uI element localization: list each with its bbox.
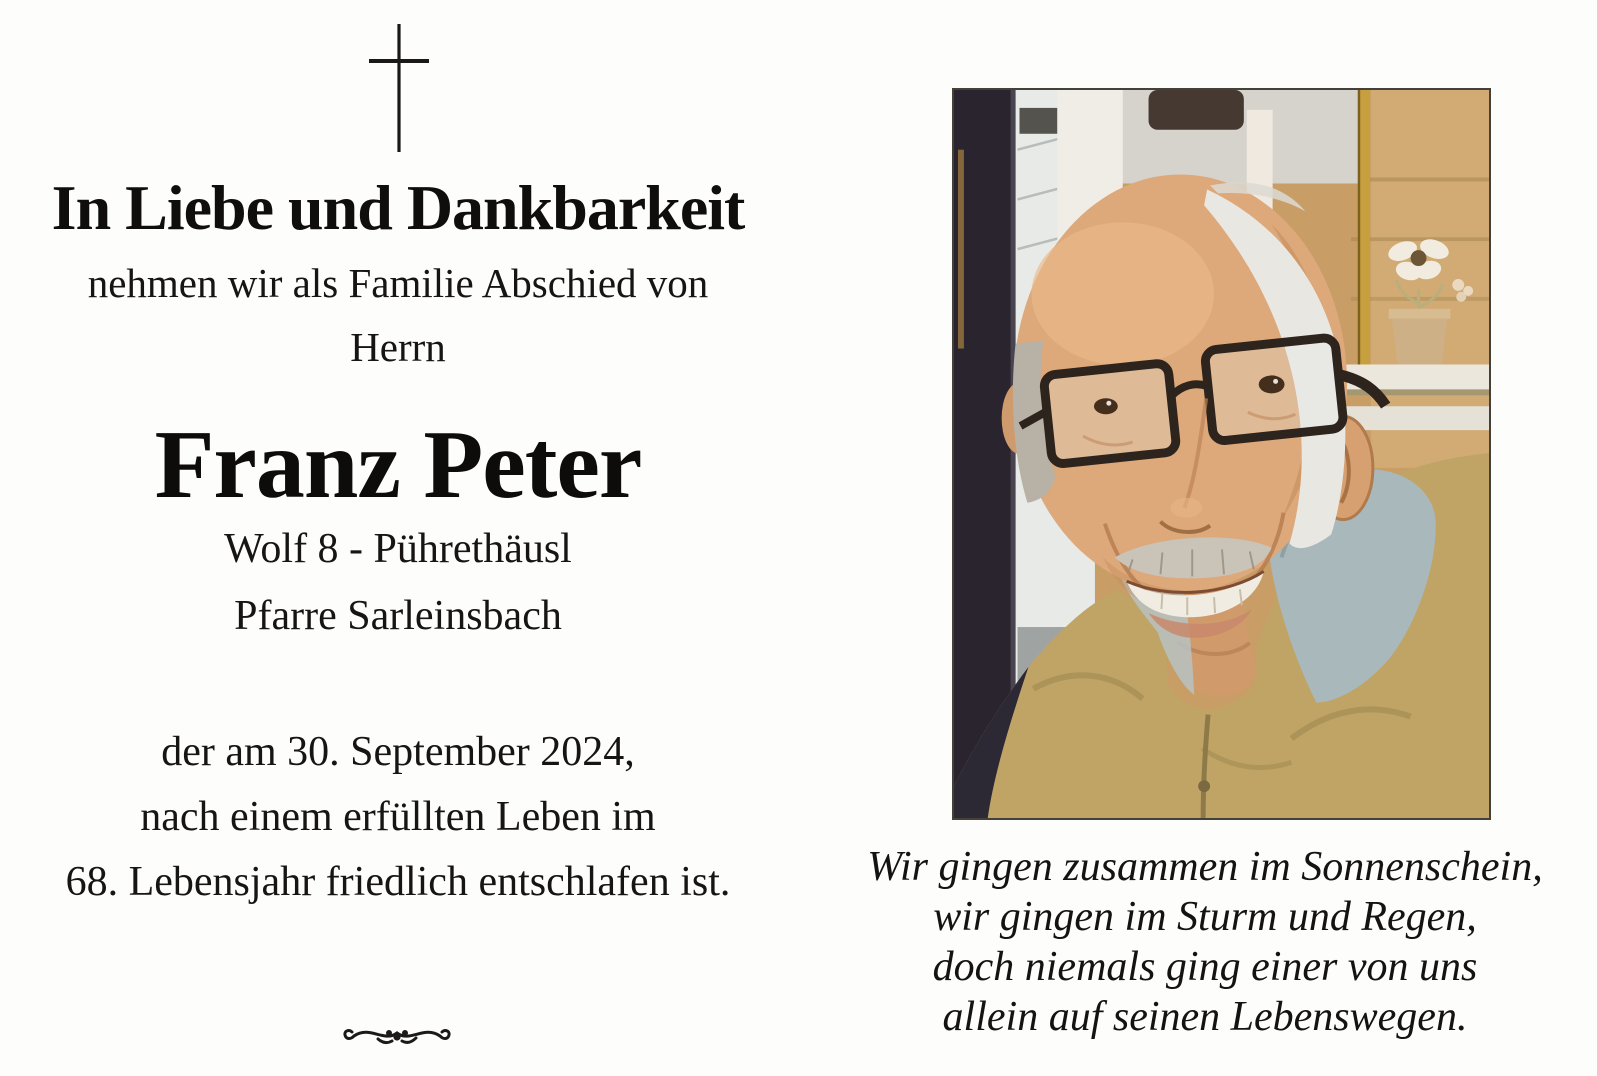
poem-line-4: allein auf seinen Lebenswegen. [942,994,1468,1040]
notice-line-1: der am 30. September 2024, [161,729,635,775]
ornament-flourish-icon [340,1020,454,1050]
poem-line-3: doch niemals ging einer von uns [932,944,1478,990]
notice-line-3: 68. Lebensjahr friedlich entschlafen ist. [65,859,731,905]
header-salutation: Herrn [350,324,446,370]
poem-line-2: wir gingen im Sturm und Regen, [933,894,1477,940]
deceased-name: Franz Peter [154,411,642,519]
portrait-photo-svg [954,90,1489,818]
header-subtitle: nehmen wir als Familie Abschied von [87,260,709,306]
deceased-address: Wolf 8 - Pührethäusl [224,526,572,572]
cross-icon [364,20,434,158]
memorial-poem [855,842,1555,1042]
poem-line-1: Wir gingen zusammen im Sonnenschein, [867,844,1543,890]
page-title: In Liebe und Dankbarkeit [51,172,745,243]
deceased-parish: Pfarre Sarleinsbach [234,593,562,639]
cross-icon-svg [364,20,434,158]
portrait-photo [952,88,1491,820]
ornament-svg [340,1020,454,1050]
notice-line-2: nach einem erfüllten Leben im [140,794,656,840]
